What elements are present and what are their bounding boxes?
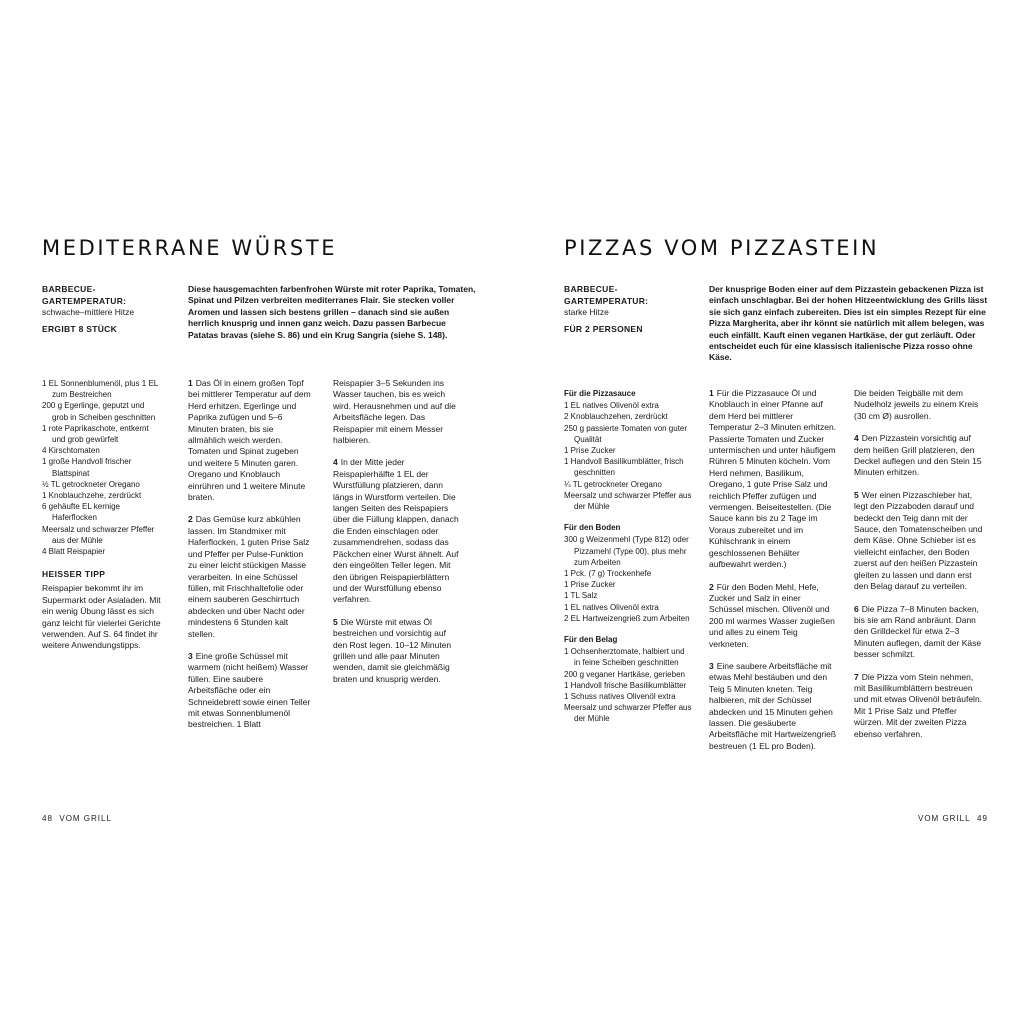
temp-value: starke Hitze [564, 307, 609, 317]
step-number: 3 [188, 650, 193, 661]
step-text: Wer einen Pizzaschieber hat, legt den Pizzaboden darauf und bedeckt den Teig dann mit der Sauce, den Tomatenscheiben und dem Käse. Ohne Schieber ist es vielleicht einfacher, den Boden zuerst auf den heißen Pizzastein gleiten zu lassen und dann erst den Belag darauf zu verteilen. [854, 489, 983, 592]
page-footer [918, 814, 988, 823]
method-step [333, 378, 461, 446]
step-number: 2 [188, 514, 193, 525]
tip-text: Reispapier bekommt ihr im Supermarkt oder Asialaden. Mit ein wenig Übung lässt es sich ganz leicht für vielerlei Gerichte verwenden. Auf S. 64 findet ihr weitere Anwendungstipps. [42, 583, 161, 651]
method-step [709, 388, 837, 571]
page-number: 48 [42, 814, 53, 823]
method-column-2 [854, 388, 984, 751]
step-text: Die Pizza 7–8 Minuten backen, bis sie am Rand anbräunt. Dann den Grilldeckel für etwa 2–3 Minuten auflegen, damit der Käse besser schmilzt. [854, 603, 982, 660]
method-step [854, 672, 984, 740]
ingredient-list [42, 378, 162, 652]
step-text: Das Gemüse kurz abkühlen lassen. Im Standmixer mit Haferflocken, 1 guten Prise Salz und Pfeffer per Pulse-Funktion zu einer leicht stückigen Masse verarbeiten. In eine Schüssel füllen, mit Frischhaltefolie oder einem sauberen Geschirrtuch abdecken und über Nacht oder mindestens 6 Stunden kalt stellen. [188, 514, 310, 639]
recipe-title: MEDITERRANE WÜRSTE [42, 236, 338, 260]
step-number: 1 [709, 388, 714, 398]
step-number: 5 [854, 489, 859, 500]
ingredient-item: 4 Blatt Reispapier [42, 547, 106, 557]
step-text: Den Pizzastein vorsichtig auf dem heißen Grill platzieren, den Deckel auflegen und den Stein 15 Minuten erhitzen. [854, 433, 982, 478]
ingredient-item: 1 EL natives Olivenöl extra [564, 401, 659, 411]
method-step [333, 457, 461, 605]
recipe-intro: Der knusprige Boden einer auf dem Pizzastein gebackenen Pizza ist einfach unschlagbar. Bei der hohen Hitzeentwicklung des Grills lässt sie sich ganz einfach zubereiten. Dies ist ein simples Rezept für eine Pizza Margherita, aber ihr könnt sie natürlich mit allem belegen, was euch einfällt. Kauft einen veganen Hartkäse, der gut zerläuft. Oder entscheidet euch für eine klassisch italienische Pizza rosso ohne Käse. [709, 284, 988, 363]
step-number: 2 [709, 581, 714, 592]
ingredient-item: 1 EL natives Olivenöl extra [564, 602, 659, 612]
step-text: Für den Boden Mehl, Hefe, Zucker und Salz in einer Schüssel mischen. Olivenöl und 200 ml warmes Wasser zugießen und alles zu einem Teig verkneten. [709, 581, 835, 649]
step-text: Reispapier 3–5 Sekunden ins Wasser tauchen, bis es weich wird. Herausnehmen und auf die Arbeitsfläche legen. Das Reispapier mit einem Messer halbieren. [333, 378, 456, 446]
method-step [709, 582, 837, 650]
ingredient-item: ¼ TL getrockneter Oregano [564, 479, 662, 489]
step-text: Die Würste mit etwas Öl bestreichen und vorsichtig auf den Rost legen. 10–12 Minuten grillen und alle paar Minuten wenden, damit sie gleichmäßig braten und knusprig werden. [333, 616, 452, 684]
method-column-2 [333, 378, 461, 696]
ingredient-item: 2 Knoblauchzehen, zerdrückt [564, 412, 668, 422]
ingredient-item: 1 Pck. (7 g) Trockenhefe [564, 569, 652, 579]
method-step [709, 661, 837, 752]
ingredient-item: 2 EL Hartweizengrieß zum Arbeiten [564, 613, 690, 623]
temp-label-line2: GARTEMPERATUR: [42, 295, 127, 306]
ingredient-item: 1 Prise Zucker [564, 580, 616, 590]
servings: FÜR 2 PERSONEN [564, 323, 643, 334]
step-number: 6 [854, 603, 859, 614]
method-step [188, 514, 313, 639]
method-column-1 [709, 388, 837, 763]
recipe-title: PIZZAS VOM PIZZASTEIN [564, 236, 880, 260]
method-step [854, 388, 984, 422]
right-page [512, 0, 1024, 1024]
temp-label-line1: BARBECUE- [564, 284, 618, 294]
temp-label-line1: BARBECUE- [42, 284, 96, 294]
method-step [854, 604, 984, 661]
ingredient-group-title: Für die Pizzasauce [564, 389, 636, 398]
step-number: 7 [854, 671, 859, 682]
method-step [854, 433, 984, 479]
method-step [333, 617, 461, 685]
method-step [188, 651, 313, 731]
step-text: Die beiden Teigbälle mit dem Nudelholz jeweils zu einem Kreis (30 cm Ø) ausrollen. [854, 388, 979, 421]
ingredient-item: 300 g Weizenmehl (Type 812) oder Pizzamehl (Type 00), plus mehr zum Arbeiten [564, 535, 689, 567]
step-number: 4 [333, 457, 338, 468]
ingredient-item: 200 g veganer Hartkäse, gerieben [564, 669, 685, 679]
page-number: 49 [977, 814, 988, 823]
ingredient-item: Meersalz und schwarzer Pfeffer aus der Mühle [564, 490, 692, 512]
temp-value: schwache–mittlere Hitze [42, 307, 135, 317]
ingredient-item: 1 große Handvoll frischer Blattspinat [42, 457, 132, 478]
ingredient-group-title: Für den Boden [564, 523, 621, 533]
step-text: Eine saubere Arbeitsfläche mit etwas Mehl bestäuben und den Teig 5 Minuten kneten. Teig halbieren, mit der Schüssel abdecken und 15 Minuten gehen lassen. Die gesäuberte Arbeitsfläche mit Hartweizengrieß bestreuen (1 EL pro Boden). [709, 660, 837, 751]
ingredient-item: 1 TL Salz [564, 591, 598, 601]
ingredient-group-title: Für den Belag [564, 635, 618, 645]
ingredient-item: 1 Handvoll frische Basilikumblätter [564, 680, 687, 690]
servings: ERGIBT 8 STÜCK [42, 323, 118, 334]
ingredient-item: 1 Prise Zucker [564, 446, 616, 456]
ingredient-item: 1 Schuss natives Olivenöl extra [564, 692, 676, 702]
method-column-1 [188, 378, 313, 742]
step-number: 5 [333, 616, 338, 627]
step-number: 4 [854, 433, 859, 444]
recipe-meta [564, 284, 704, 335]
step-number: 3 [709, 660, 714, 671]
footer-section: VOM GRILL [918, 814, 971, 823]
step-text: Eine große Schüssel mit warmem (nicht heißem) Wasser füllen. Eine saubere Arbeitsfläche oder ein Schneidebrett sowie einen Teller mit etwas Sonnenblumenöl bestreichen. 1 Blatt [188, 650, 311, 730]
recipe-meta [42, 284, 182, 335]
ingredient-item: 6 gehäufte EL kernige Haferflocken [42, 502, 120, 523]
step-number: 1 [188, 378, 193, 388]
ingredient-item: 1 rote Paprikaschote, entkernt und grob gewürfelt [42, 423, 149, 445]
ingredient-item: 1 Knoblauchzehe, zerdrückt [42, 491, 142, 501]
method-step [854, 490, 984, 593]
ingredient-item: 1 EL Sonnenblumenöl, plus 1 EL zum Bestreichen [42, 379, 158, 400]
ingredient-item: 1 Handvoll Basilikumblätter, frisch geschnitten [564, 457, 684, 478]
ingredient-item: 4 Kirschtomaten [42, 446, 100, 456]
ingredient-list [564, 388, 692, 725]
step-text: Für die Pizzasauce Öl und Knoblauch in einer Pfanne auf dem Herd bei mittlerer Temperatur 2–3 Minuten erhitzen. Passierte Tomaten und Zucker untermischen und unter häufigem Rühren 5 Minuten köcheln. Vom Herd nehmen, Basilikum, Oregano, 1 gute Prise Salz und reichlich Pfeffer zufügen und vermengen. Beiseitestellen. (Die Sauce kann bis zu 2 Tage im Voraus zubereitet und im Kühlschrank in einem geschlossenen Behälter aufbewahrt werden.) [709, 388, 837, 570]
step-text: Das Öl in einem großen Topf bei mittlerer Temperatur auf dem Herd erhitzen. Egerlinge und Paprika zufügen und 5–6 Minuten braten, bis sie allmählich weich werden. Tomaten und Spinat zugeben und weitere 5 Minuten garen. Oregano und Knoblauch einrühren und 1 weitere Minute braten. [188, 378, 311, 503]
temp-label-line2: GARTEMPERATUR: [564, 295, 649, 306]
ingredient-item: 250 g passierte Tomaten von guter Qualität [564, 423, 688, 444]
step-text: Die Pizza vom Stein nehmen, mit Basilikumblättern bestreuen und mit etwas Olivenöl beträufeln. Mit 1 Prise Salz und Pfeffer würzen. Mit der zweiten Pizza ebenso verfahren. [854, 671, 983, 739]
ingredient-item: ½ TL getrockneter Oregano [42, 479, 140, 489]
ingredient-item: 200 g Egerlinge, geputzt und grob in Scheiben geschnitten [42, 401, 156, 422]
ingredient-item: 1 Ochsenherztomate, halbiert und in feine Scheiben geschnitten [564, 647, 685, 668]
method-step [188, 378, 313, 503]
recipe-intro: Diese hausgemachten farbenfrohen Würste mit roter Paprika, Tomaten, Spinat und Pilzen verbreiten mediterranes Flair. Sie stecken voller Aromen und lassen sich bestens grillen – danach sind sie außen herrlich knusprig und innen ganz weich. Dazu passen Barbecue Patatas bravas (siehe S. 86) und ein Krug Sangria (siehe S. 148). [188, 284, 476, 340]
tip-title: HEISSER TIPP [42, 569, 106, 580]
ingredient-item: Meersalz und schwarzer Pfeffer aus der Mühle [42, 524, 155, 545]
ingredient-item: Meersalz und schwarzer Pfeffer aus der Mühle [564, 703, 692, 724]
footer-section: VOM GRILL [59, 814, 112, 823]
page-footer [42, 814, 112, 823]
step-text: In der Mitte jeder Reispapierhälfte 1 EL der Wurstfüllung platzieren, dann längs in Wurstform verteilen. Die langen Seiten des Reispapiers über die Füllung klappen, danach die Enden einschlagen oder zusammendrehen, sodass das Päckchen einer Wurst ähnelt. Auf den eingeölten Teller legen. Mit den übrigen Reispapierblättern und der Wurstfüllung ebenso verfahren. [333, 457, 459, 605]
